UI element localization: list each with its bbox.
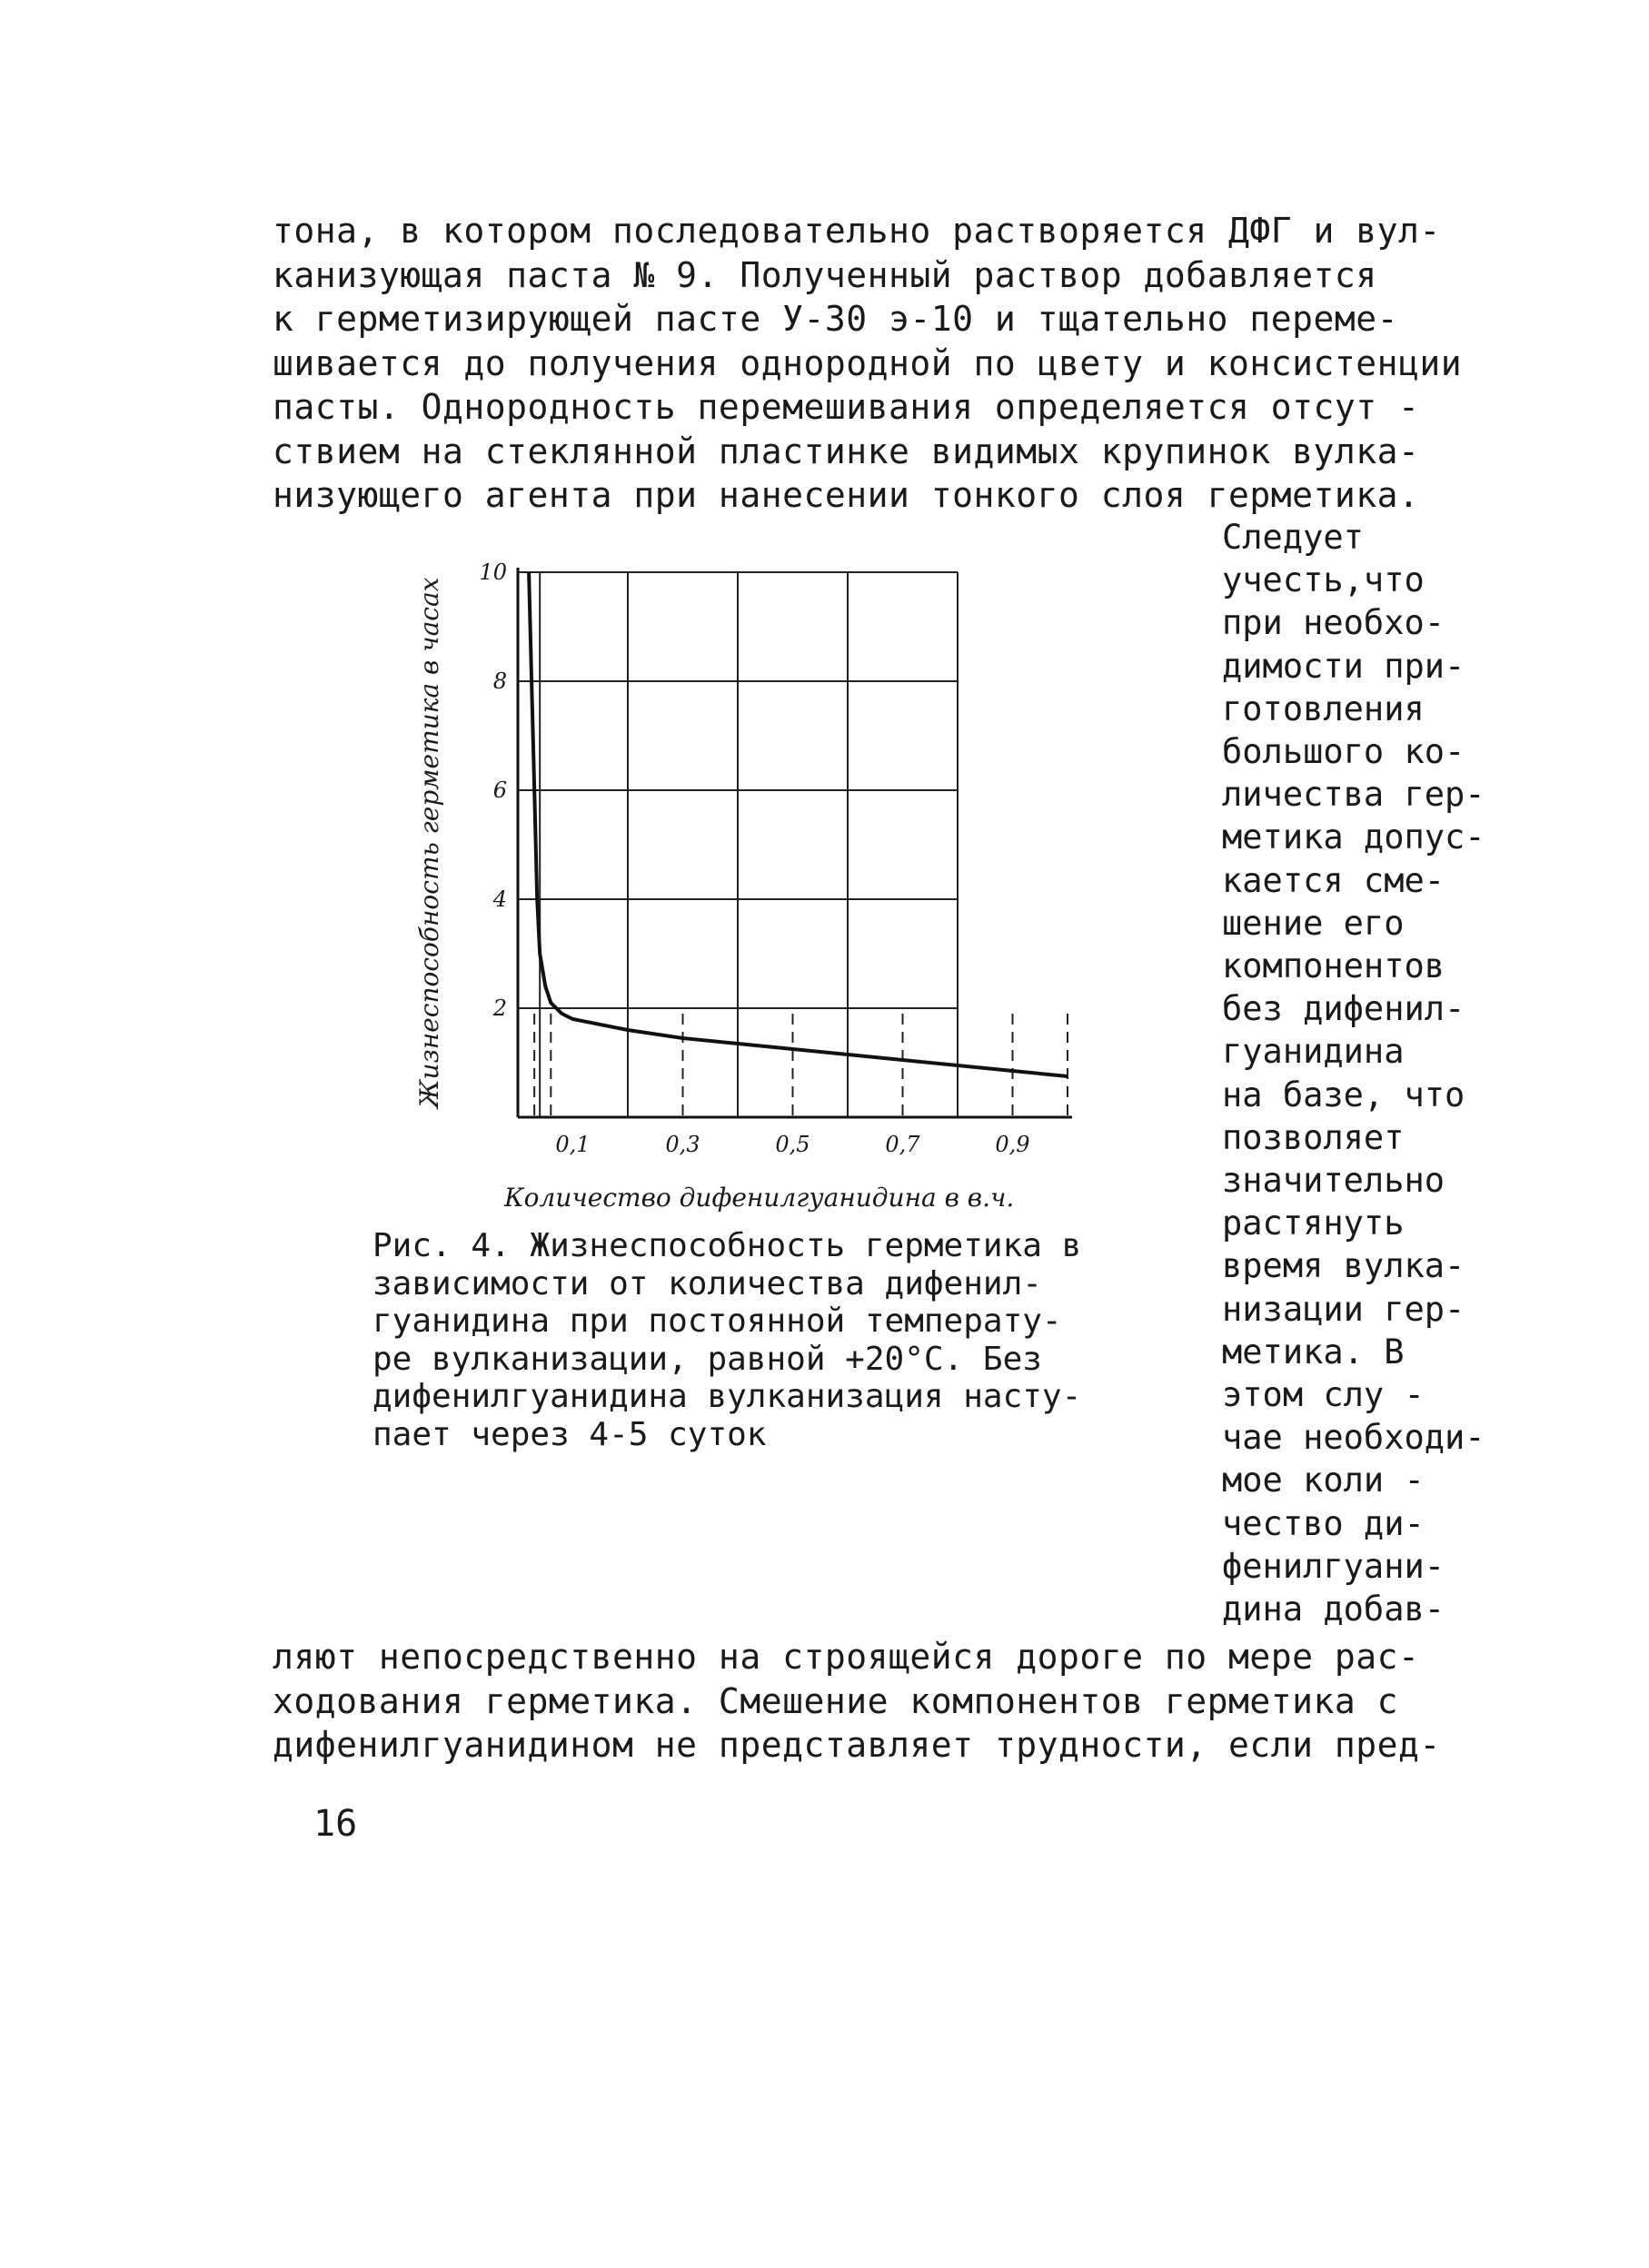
x-axis-label: Количество дифенилгуанидина в в.ч.: [504, 1183, 1015, 1213]
side-text-line: фенилгуани-: [1222, 1546, 1445, 1586]
x-tick-label: 0,3: [665, 1132, 700, 1157]
side-text-line: Следует: [1222, 518, 1364, 557]
chart-axes: [518, 568, 1072, 1117]
caption-line: Рис. 4. Жизнеспособность герметика в: [373, 1227, 1082, 1264]
side-text-line: этом слу -: [1222, 1375, 1425, 1414]
caption-line: ре вулканизации, равной +20°С. Без: [373, 1340, 1042, 1378]
text-line: дифенилгуанидином не представляет трудности, если пред-: [273, 1725, 1441, 1765]
chart-ticks: [479, 560, 1029, 1157]
side-text-line: гуанидина: [1222, 1032, 1405, 1072]
side-text-line: растянуть: [1222, 1203, 1405, 1243]
side-text-line: значительно: [1222, 1161, 1445, 1200]
caption-line: гуанидина при постоянной температу-: [373, 1302, 1062, 1340]
side-text-line: кается сме-: [1222, 860, 1445, 900]
y-tick-label: 2: [492, 995, 507, 1021]
y-tick-label: 8: [492, 669, 507, 694]
side-text-line: позволяет: [1222, 1117, 1405, 1157]
text-line: к герметизирующей пасте У-30 э-10 и тщательно переме-: [273, 299, 1399, 339]
text-line: низующего агента при нанесении тонкого слоя герметика.: [273, 475, 1420, 515]
text-line: пасты. Однородность перемешивания определяется отсут -: [273, 387, 1420, 427]
side-text-line: метика. В: [1222, 1332, 1405, 1372]
side-text-line: на базе, что: [1222, 1075, 1465, 1114]
text-line: ствием на стеклянной пластинке видимых крупинок вулка-: [273, 431, 1420, 471]
side-text-line: шение его: [1222, 903, 1405, 943]
x-tick-label: 0,5: [775, 1132, 810, 1157]
side-text-line: димости при-: [1222, 646, 1465, 686]
side-text-line: личества гер-: [1222, 775, 1485, 815]
chart-grid: [518, 572, 1068, 1117]
x-tick-label: 0,7: [885, 1132, 920, 1157]
caption-line: дифенилгуанидина вулканизация насту-: [373, 1378, 1082, 1415]
side-text-line: дина добав-: [1222, 1590, 1445, 1629]
side-text-line: метика допус-: [1222, 817, 1485, 857]
x-tick-label: 0,1: [555, 1132, 591, 1157]
side-text-line: время вулка-: [1222, 1246, 1465, 1286]
side-text-line: при необхо-: [1222, 603, 1445, 643]
side-text-line: чае необходи-: [1222, 1418, 1485, 1458]
y-tick-label: 4: [492, 886, 507, 912]
side-text-line: компонентов: [1222, 946, 1445, 985]
y-axis-label: Жизнеспособность герметика в часах: [414, 577, 444, 1108]
side-text-line: готовления: [1222, 688, 1425, 728]
side-text-line: без дифенил-: [1222, 989, 1465, 1029]
side-text-line: низации гер-: [1222, 1289, 1465, 1329]
text-line: тона, в котором последовательно растворяется ДФГ и вул-: [273, 211, 1441, 251]
caption-line: зависимости от количества дифенил-: [373, 1264, 1042, 1302]
y-tick-label: 6: [492, 777, 507, 803]
text-line: ляют непосредственно на строящейся дороге по мере рас-: [273, 1637, 1420, 1677]
text-line: шивается до получения однородной по цвету и консистенции: [273, 342, 1463, 383]
text-line: канизующая паста № 9. Полученный раствор добавляется: [273, 254, 1377, 295]
side-text-line: большого ко-: [1222, 732, 1465, 771]
caption-line: пает через 4-5 суток: [373, 1415, 767, 1453]
text-line: ходования герметика. Смешение компонентов герметика с: [273, 1680, 1399, 1721]
side-text-line: чество ди-: [1222, 1503, 1425, 1543]
series-line: [529, 572, 1068, 1076]
figure-4-chart: [382, 536, 1072, 1217]
page-number: 16: [313, 1803, 358, 1845]
side-text-line: мое коли -: [1222, 1461, 1425, 1500]
side-text-line: учесть,что: [1222, 560, 1425, 600]
chart-curve: [529, 572, 1068, 1076]
x-tick-label: 0,9: [995, 1132, 1030, 1157]
y-tick-label: 10: [479, 560, 507, 585]
